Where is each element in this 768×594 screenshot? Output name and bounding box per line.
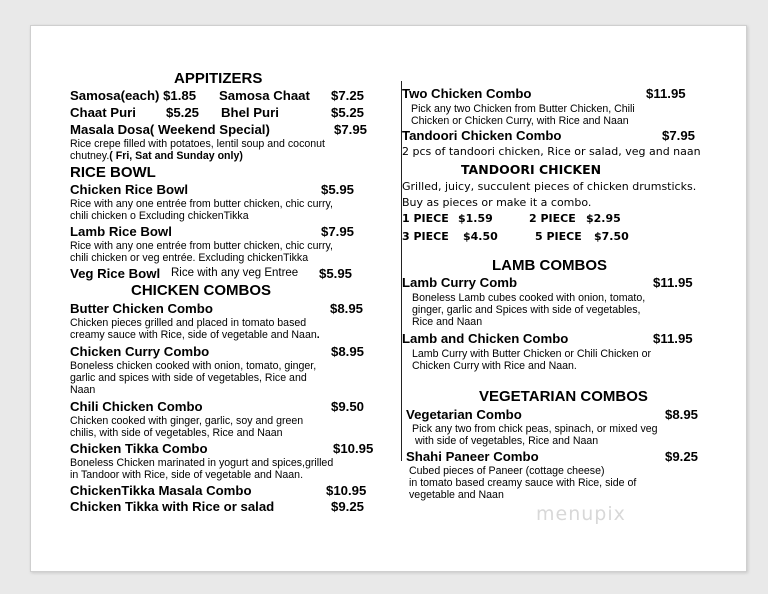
paneer-combo-name: Shahi Paneer Combo (406, 449, 539, 464)
two-chicken-desc: Pick any two Chicken from Butter Chicken, Chili (411, 103, 635, 115)
lamb-chicken-price: $11.95 (653, 331, 693, 346)
tandoori-desc: Buy as pieces or make it a combo. (402, 196, 592, 209)
chicken-curry-name: Chicken Curry Combo (70, 344, 210, 359)
masala-dosa-days: ( Fri, Sat and Sunday only) (109, 150, 243, 162)
masala-dosa-desc: Rice crepe filled with potatoes, lentil soup and coconut (70, 138, 325, 150)
piece-2-label: 2 PIECE (529, 212, 576, 225)
chili-chicken-price: $9.50 (331, 399, 365, 414)
butter-chicken-price: $8.95 (330, 301, 364, 316)
samosa-chaat-price: $7.25 (331, 88, 365, 103)
bhel-puri-price: $5.25 (331, 105, 365, 120)
butter-chicken-desc: Chicken pieces grilled and placed in tomato based (70, 317, 307, 329)
lamb-curry-desc: ginger, garlic and Spices with side of vegetables, (412, 304, 641, 316)
lamb-rice-bowl-price: $7.95 (321, 224, 355, 239)
piece-1-label: 1 PIECE (402, 212, 449, 225)
veg-combo-name: Vegetarian Combo (406, 407, 522, 422)
chicken-curry-price: $8.95 (331, 344, 365, 359)
tikka-masala-name: ChickenTikka Masala Combo (70, 483, 252, 498)
chicken-tikka-price: $10.95 (333, 441, 374, 456)
butter-chicken-period: . (316, 329, 320, 341)
tandoori-desc: Grilled, juicy, succulent pieces of chicken drumsticks. (402, 180, 697, 193)
tandoori-heading: TANDOORI CHICKEN (461, 162, 602, 177)
tikka-masala-price: $10.95 (326, 483, 367, 498)
chicken-rice-bowl-desc: Rice with any one entrée from butter chicken, chic curry, (70, 198, 333, 210)
chicken-tikka-desc: Boneless Chicken marinated in yogurt and spices,grilled (70, 457, 334, 469)
menu-page (30, 25, 747, 572)
chicken-rice-bowl-name: Chicken Rice Bowl (70, 182, 188, 197)
lamb-chicken-name: Lamb and Chicken Combo (402, 331, 569, 346)
chili-chicken-desc: Chicken cooked with ginger, garlic, soy and green (70, 415, 304, 427)
paneer-combo-price: $9.25 (665, 449, 699, 464)
two-chicken-name: Two Chicken Combo (402, 86, 532, 101)
piece-5-label: 5 PIECE (535, 230, 582, 243)
masala-dosa-desc-end: chutney. (70, 150, 110, 162)
masala-dosa-desc (70, 150, 243, 162)
butter-chicken-name: Butter Chicken Combo (70, 301, 213, 316)
piece-5-price: $7.50 (594, 230, 629, 243)
bhel-puri-name: Bhel Puri (221, 105, 279, 120)
chaat-puri-name: Chaat Puri (70, 105, 136, 120)
masala-dosa-price: $7.95 (334, 122, 368, 137)
paneer-combo-desc: in tomato based creamy sauce with Rice, side of (409, 477, 637, 489)
chicken-curry-desc: Boneless chicken cooked with onion, tomato, ginger, (70, 360, 317, 372)
lamb-curry-name: Lamb Curry Comb (402, 275, 518, 290)
paneer-combo-desc: vegetable and Naan (409, 489, 504, 501)
chicken-tikka-desc: in Tandoor with Rice, side of vegetable and Naan. (70, 469, 304, 481)
piece-1-price: $1.59 (458, 212, 493, 225)
lamb-rice-bowl-desc: chili chicken or veg entrée. Excluding chickenTikka (70, 252, 309, 264)
butter-chicken-desc-end: creamy sauce with Rice, side of vegetable and Naan (70, 329, 317, 341)
tandoori-combo-price: $7.95 (662, 128, 696, 143)
piece-2-price: $2.95 (586, 212, 621, 225)
chicken-tikka-name: Chicken Tikka Combo (70, 441, 208, 456)
rice-bowl-heading: RICE BOWL (70, 164, 156, 181)
tikka-rice-salad-name: Chicken Tikka with Rice or salad (70, 499, 275, 514)
chicken-rice-bowl-price: $5.95 (321, 182, 355, 197)
two-chicken-price: $11.95 (646, 86, 686, 101)
lamb-rice-bowl-name: Lamb Rice Bowl (70, 224, 172, 239)
tikka-rice-salad-price: $9.25 (331, 499, 365, 514)
vegetarian-combos-heading: VEGETARIAN COMBOS (479, 388, 648, 405)
lamb-combos-heading: LAMB COMBOS (492, 257, 607, 274)
lamb-chicken-desc: Chicken Curry with Rice and Naan. (412, 360, 577, 372)
veg-rice-bowl-price: $5.95 (319, 266, 353, 281)
samosa-each-item: Samosa(each) $1.85 (70, 88, 197, 103)
lamb-curry-desc: Rice and Naan (412, 316, 483, 328)
piece-3-price: $4.50 (463, 230, 498, 243)
chicken-curry-desc: Naan (70, 384, 96, 396)
veg-combo-desc: with side of vegetables, Rice and Naan (415, 435, 599, 447)
veg-combo-desc: Pick any two from chick peas, spinach, or mixed veg (412, 423, 658, 435)
lamb-curry-price: $11.95 (653, 275, 693, 290)
lamb-rice-bowl-desc: Rice with any one entrée from butter chicken, chic curry, (70, 240, 333, 252)
menupix-watermark: menupix (536, 503, 626, 525)
chicken-rice-bowl-desc: chili chicken o Excluding chickenTikka (70, 210, 249, 222)
two-chicken-desc: Chicken or Chicken Curry, with Rice and Naan (411, 115, 629, 127)
paneer-combo-desc: Cubed pieces of Paneer (cottage cheese) (409, 465, 605, 477)
veg-rice-bowl-note: Rice with any veg Entree (171, 267, 299, 279)
chicken-combos-heading: CHICKEN COMBOS (131, 282, 272, 299)
masala-dosa-name: Masala Dosa( Weekend Special) (70, 122, 270, 137)
tandoori-combo-name: Tandoori Chicken Combo (402, 128, 562, 143)
veg-combo-price: $8.95 (665, 407, 699, 422)
chili-chicken-name: Chili Chicken Combo (70, 399, 203, 414)
butter-chicken-desc (70, 329, 320, 341)
chili-chicken-desc: chilis, with side of vegetables, Rice and Naan (70, 427, 283, 439)
samosa-chaat-name: Samosa Chaat (219, 88, 310, 103)
lamb-curry-desc: Boneless Lamb cubes cooked with onion, tomato, (412, 292, 646, 304)
tandoori-combo-desc: 2 pcs of tandoori chicken, Rice or salad, veg and naan (402, 145, 701, 158)
piece-3-label: 3 PIECE (402, 230, 449, 243)
veg-rice-bowl-name: Veg Rice Bowl (70, 266, 161, 281)
chicken-curry-desc: garlic and spices with side of vegetables, Rice and (70, 372, 307, 384)
lamb-chicken-desc: Lamb Curry with Butter Chicken or Chili Chicken or (412, 348, 652, 360)
appetizers-heading: APPITIZERS (174, 70, 263, 87)
chaat-puri-price: $5.25 (166, 105, 200, 120)
